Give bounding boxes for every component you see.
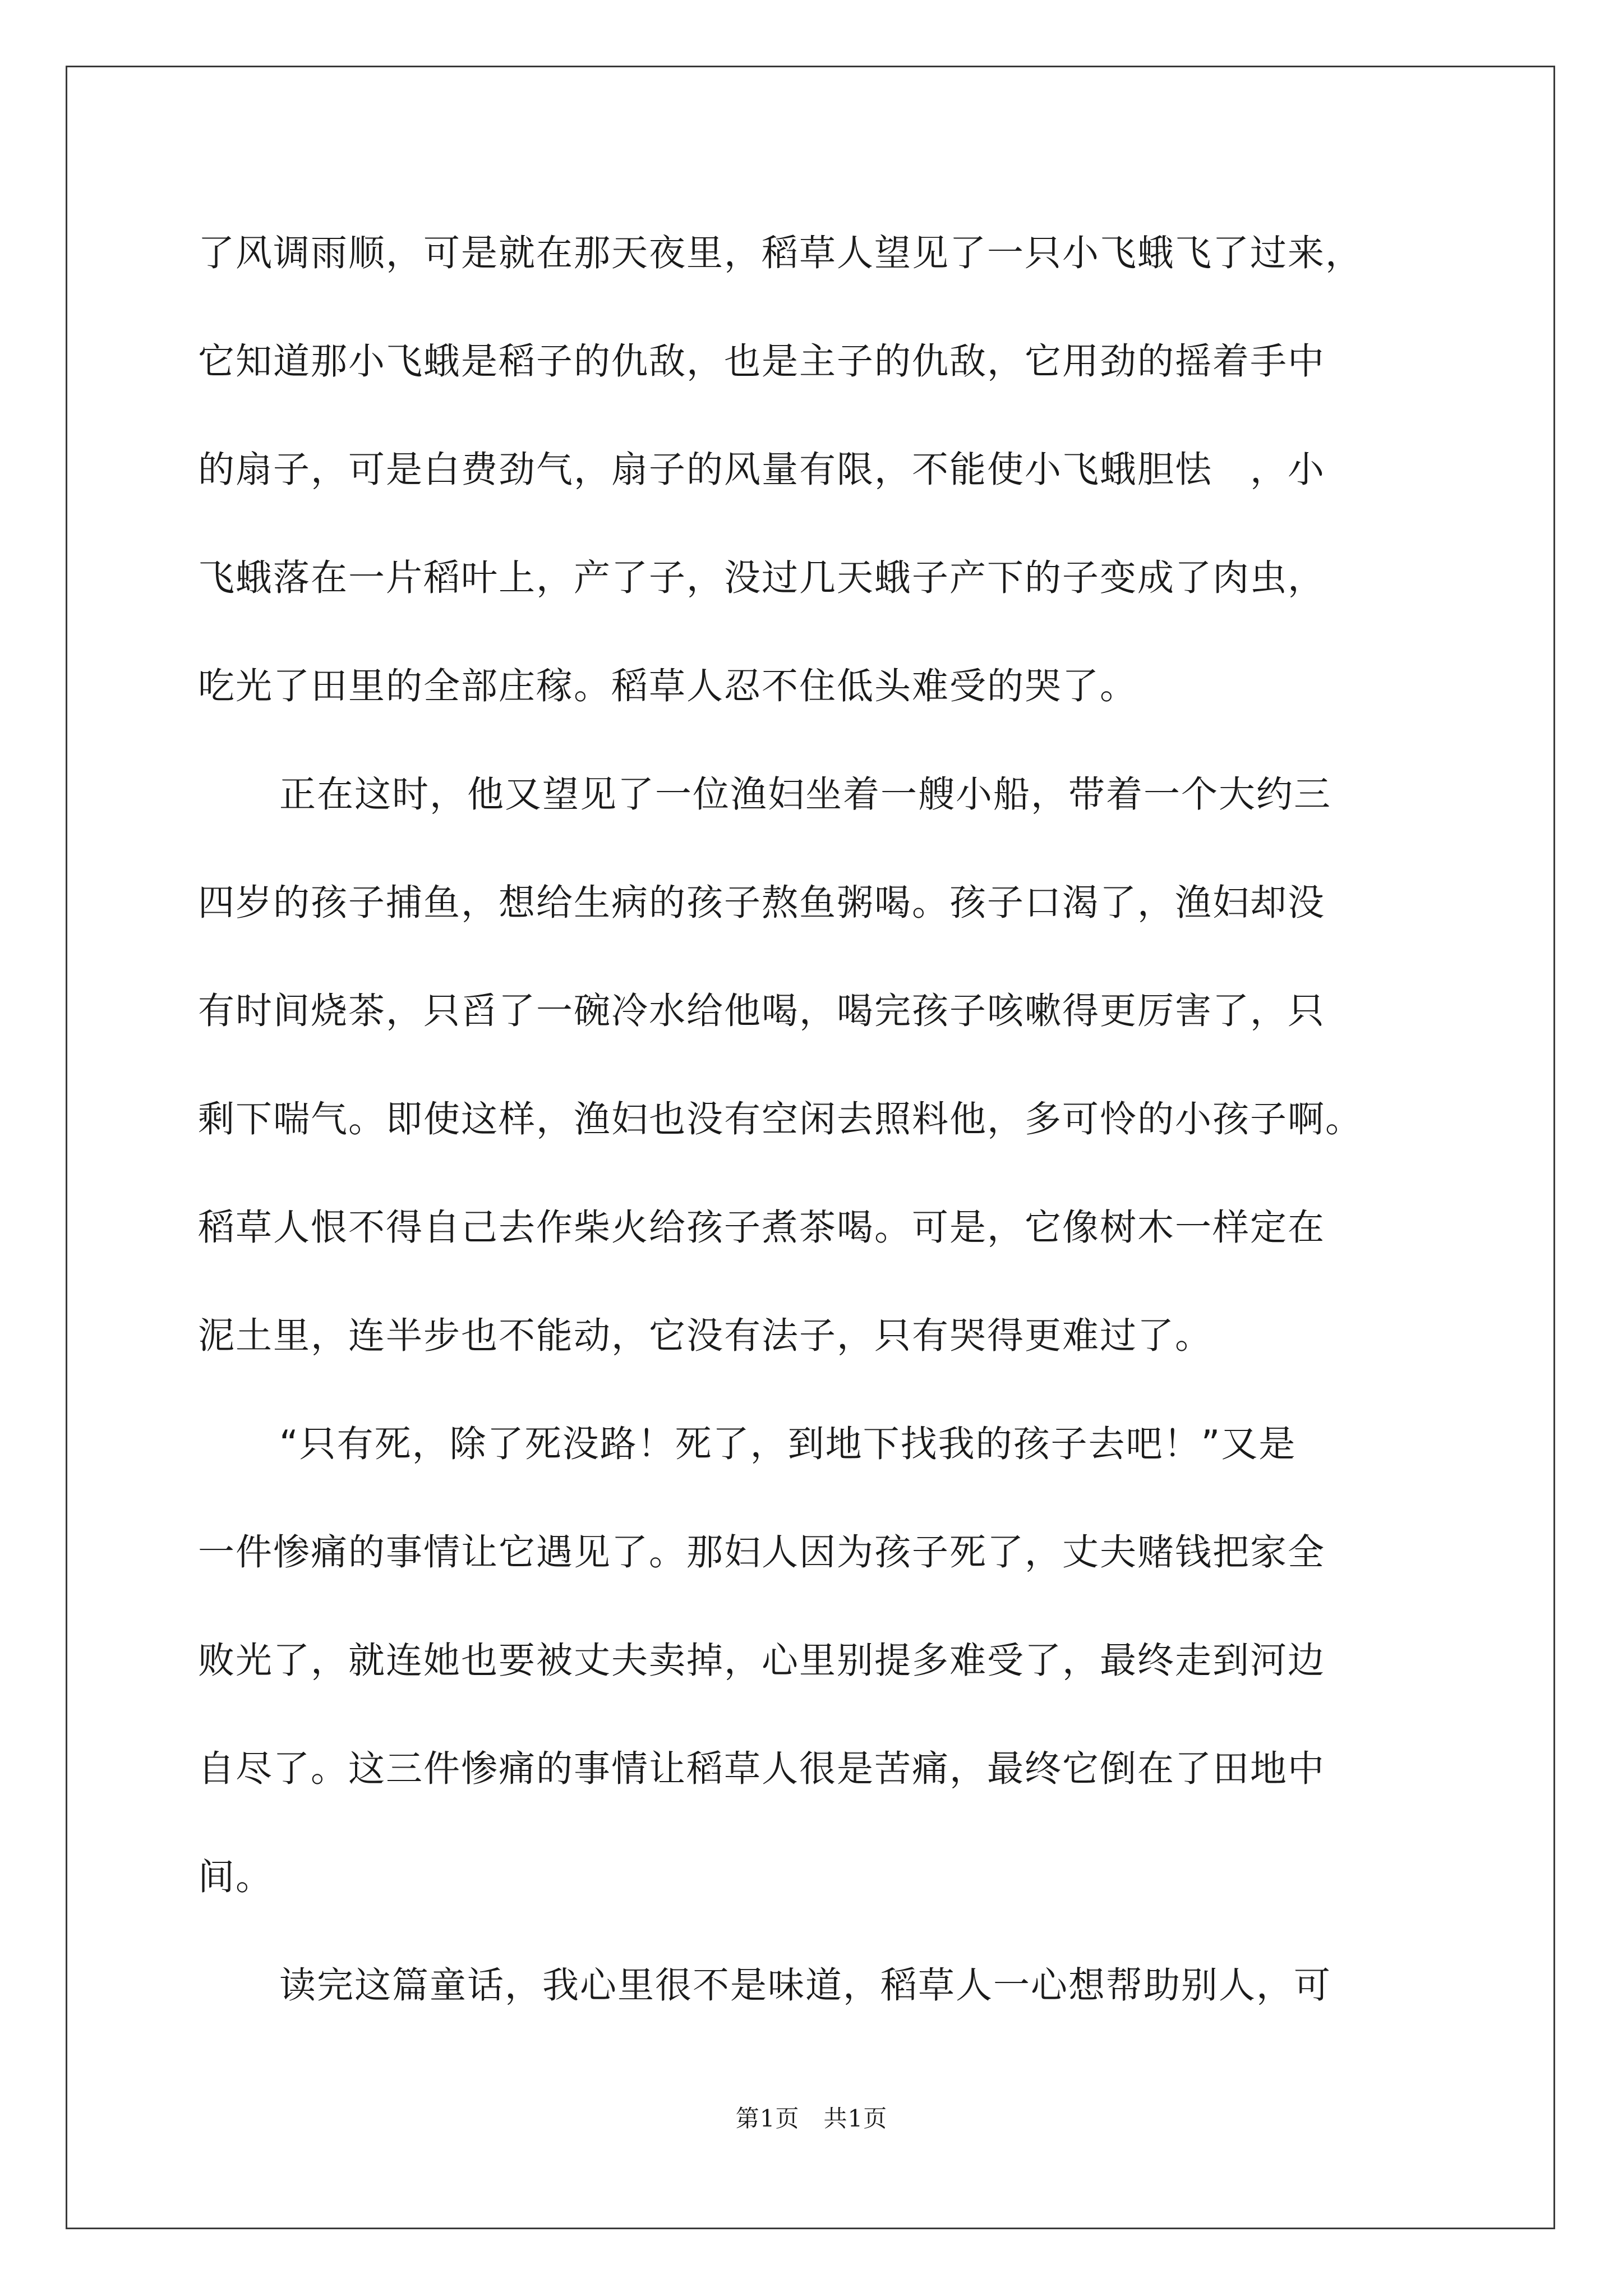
paragraph-start-line: 读完这篇童话，我心里很不是味道，稻草人一心想帮助别人，可	[279, 1964, 1332, 2007]
text-line: 剩下喘气。即使这样，渔妇也没有空闲去照料他，多可怜的小孩子啊。	[198, 1098, 1363, 1140]
text-line: 自尽了。这三件惨痛的事情让稻草人很是苦痛，最终它倒在了田地中	[198, 1748, 1326, 1790]
text-line: 有时间烧茶，只舀了一碗冷水给他喝，喝完孩子咳嗽得更厉害了，只	[198, 990, 1326, 1032]
text-line: 败光了，就连她也要被丈夫卖掉，心里别提多难受了，最终走到河边	[198, 1640, 1326, 1682]
text-line: 飞蛾落在一片稻叶上，产了子，没过几天蛾子产下的子变成了肉虫，	[198, 557, 1326, 599]
page-number-footer: 第1页 共1页	[735, 2105, 888, 2132]
text-line: 间。	[198, 1856, 274, 1898]
text-line: 稻草人恨不得自己去作柴火给孩子煮茶喝。可是，它像树木一样定在	[198, 1207, 1326, 1249]
text-line: 吃光了田里的全部庄稼。稻草人忍不住低头难受的哭了。	[198, 665, 1138, 707]
document-body	[198, 199, 1437, 2040]
text-line: 四岁的孩子捕鱼，想给生病的孩子熬鱼粥喝。孩子口渴了，渔妇却没	[198, 882, 1326, 924]
text-line: 的扇子，可是白费劲气，扇子的风量有限，不能使小飞蛾胆怯 ，小	[198, 449, 1326, 491]
paragraph-start-line: 正在这时，他又望见了一位渔妇坐着一艘小船，带着一个大约三	[279, 774, 1332, 816]
text-line: 它知道那小飞蛾是稻子的仇敌，也是主子的仇敌，它用劲的摇着手中	[198, 341, 1326, 383]
text-line: 一件惨痛的事情让它遇见了。那妇人因为孩子死了，丈夫赌钱把家全	[198, 1531, 1326, 1573]
paragraph-start-line: “只有死，除了死没路！死了，到地下找我的孩子去吧！”又是	[279, 1423, 1297, 1465]
text-line: 了风调雨顺，可是就在那天夜里，稻草人望见了一只小飞蛾飞了过来，	[198, 232, 1363, 274]
text-line: 泥土里，连半步也不能动，它没有法子，只有哭得更难过了。	[198, 1315, 1213, 1357]
